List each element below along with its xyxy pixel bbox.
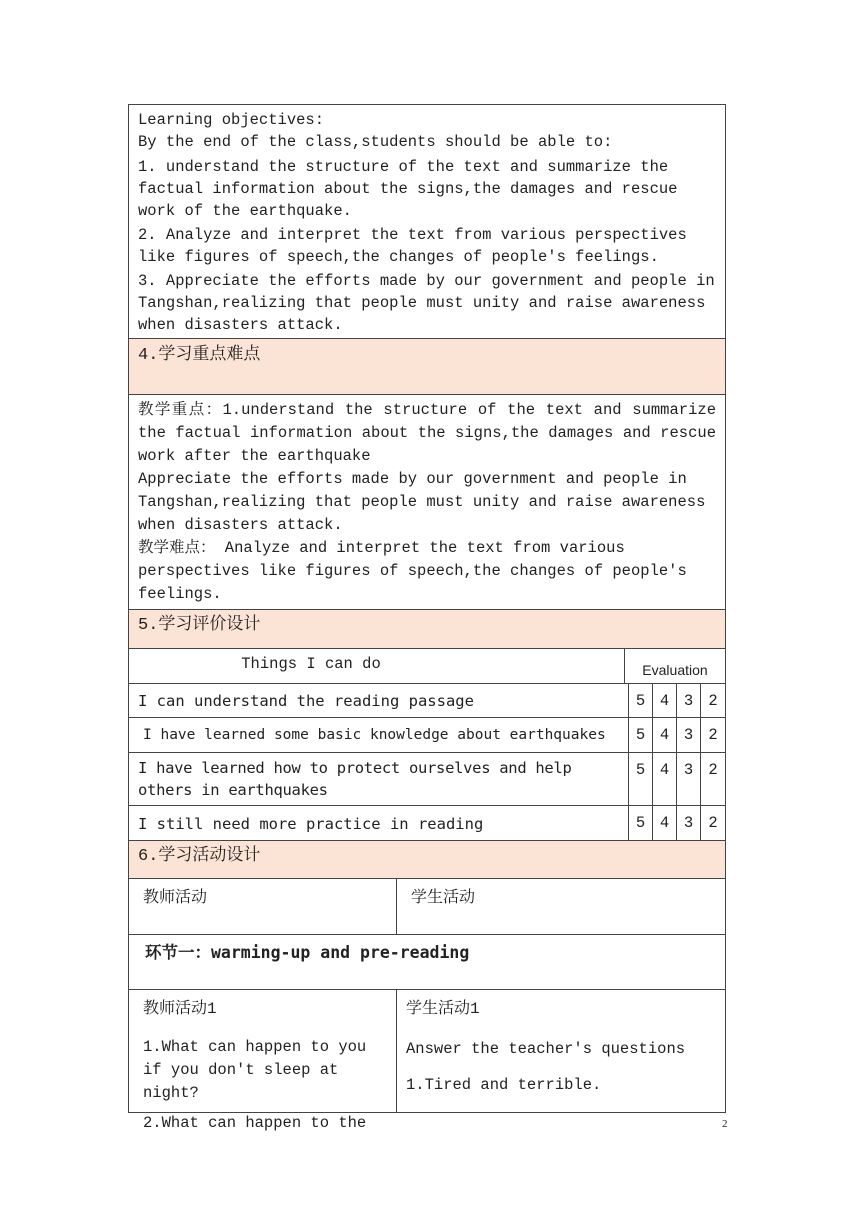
- objectives-heading: Learning objectives:: [138, 111, 325, 129]
- eval-score: 5: [629, 684, 653, 717]
- lesson-plan-table: [128, 104, 726, 1132]
- eval-score: 4: [653, 718, 677, 752]
- eval-score: 2: [708, 692, 718, 710]
- eval-score: 4: [653, 806, 677, 840]
- objective-item-2: 2. Analyze and interpret the text from various perspectives like figures of speech,the changes of people's feelings.: [138, 226, 687, 266]
- evaluation-header: Evaluation: [642, 662, 708, 678]
- objective-item-3: 3. Appreciate the efforts made by our government and people in Tangshan,realizing that people must unity and raise awareness when disasters attack.: [138, 272, 715, 334]
- eval-score: 2: [708, 726, 718, 744]
- eval-score: 3: [677, 718, 701, 752]
- eval-row-text: I have learned some basic knowledge about earthquakes: [129, 718, 629, 752]
- teacher-question-2: 2.What can happen to the: [143, 1114, 367, 1132]
- eval-score: 3: [677, 806, 701, 840]
- difficulty-text: 教学难点： Analyze and interpret the text from various perspectives like figures of speech,the changes of people's feelings.: [138, 539, 687, 603]
- things-header: Things I can do: [129, 649, 625, 683]
- objective-item-1: 1. understand the structure of the text and summarize the factual information about the signs,the damages and rescue work of the earthquake.: [138, 158, 678, 220]
- eval-row-text: I have learned how to protect ourselves and help others in earthquakes: [129, 753, 629, 805]
- teacher-activity-1: [129, 990, 397, 1132]
- eval-score: 4: [653, 684, 677, 717]
- page-number: 2: [722, 1118, 728, 1130]
- key-points-text-2: Appreciate the efforts made by our government and people in Tangshan,realizing that people must unity and raise awareness when disasters attack.: [138, 470, 706, 534]
- eval-row-text: I can understand the reading passage: [129, 684, 629, 717]
- activity-header-row: [128, 879, 726, 935]
- eval-row: [128, 718, 726, 753]
- eval-row: [128, 753, 726, 806]
- student-answer-1: 1.Tired and terrible.: [406, 1076, 602, 1094]
- teacher-activity-1-title: 教师活动1: [143, 1000, 217, 1018]
- eval-score: 5: [629, 718, 653, 752]
- eval-row: [128, 806, 726, 841]
- objectives-cell: [128, 104, 726, 339]
- eval-row-text: I still need more practice in reading: [129, 806, 629, 840]
- eval-score: 5: [629, 806, 653, 840]
- teacher-question-1: 1.What can happen to you if you don't sleep at night?: [143, 1038, 367, 1102]
- activity-1-row: [128, 990, 726, 1132]
- key-points-text: 教学重点：1.understand the structure of the text and summarize the factual information about the signs,the damages and rescue work after the earthquake: [138, 401, 716, 465]
- eval-row: [128, 684, 726, 718]
- key-points-cell: [128, 395, 726, 610]
- stage-1-title: 环节一：warming-up and pre-reading: [128, 935, 726, 990]
- eval-score: 4: [653, 753, 677, 805]
- teacher-activity-header: 教师活动: [129, 879, 397, 934]
- section-4-title: 4.学习重点难点: [128, 339, 726, 395]
- eval-score: 2: [708, 761, 718, 779]
- section-6-title: 6.学习活动设计: [128, 841, 726, 879]
- eval-score: 3: [677, 684, 701, 717]
- eval-score: 3: [677, 753, 701, 805]
- eval-score: 2: [708, 814, 718, 832]
- student-activity-header: 学生活动: [411, 889, 476, 907]
- student-activity-1: [397, 990, 699, 1112]
- student-activity-1-title: 学生活动1: [406, 1000, 480, 1018]
- student-answer-intro: Answer the teacher's questions: [406, 1040, 686, 1058]
- objectives-intro: By the end of the class,students should be able to:: [138, 133, 613, 151]
- eval-score: 5: [629, 753, 653, 805]
- eval-header-row: [128, 649, 726, 684]
- section-5-title: 5.学习评价设计: [128, 610, 726, 649]
